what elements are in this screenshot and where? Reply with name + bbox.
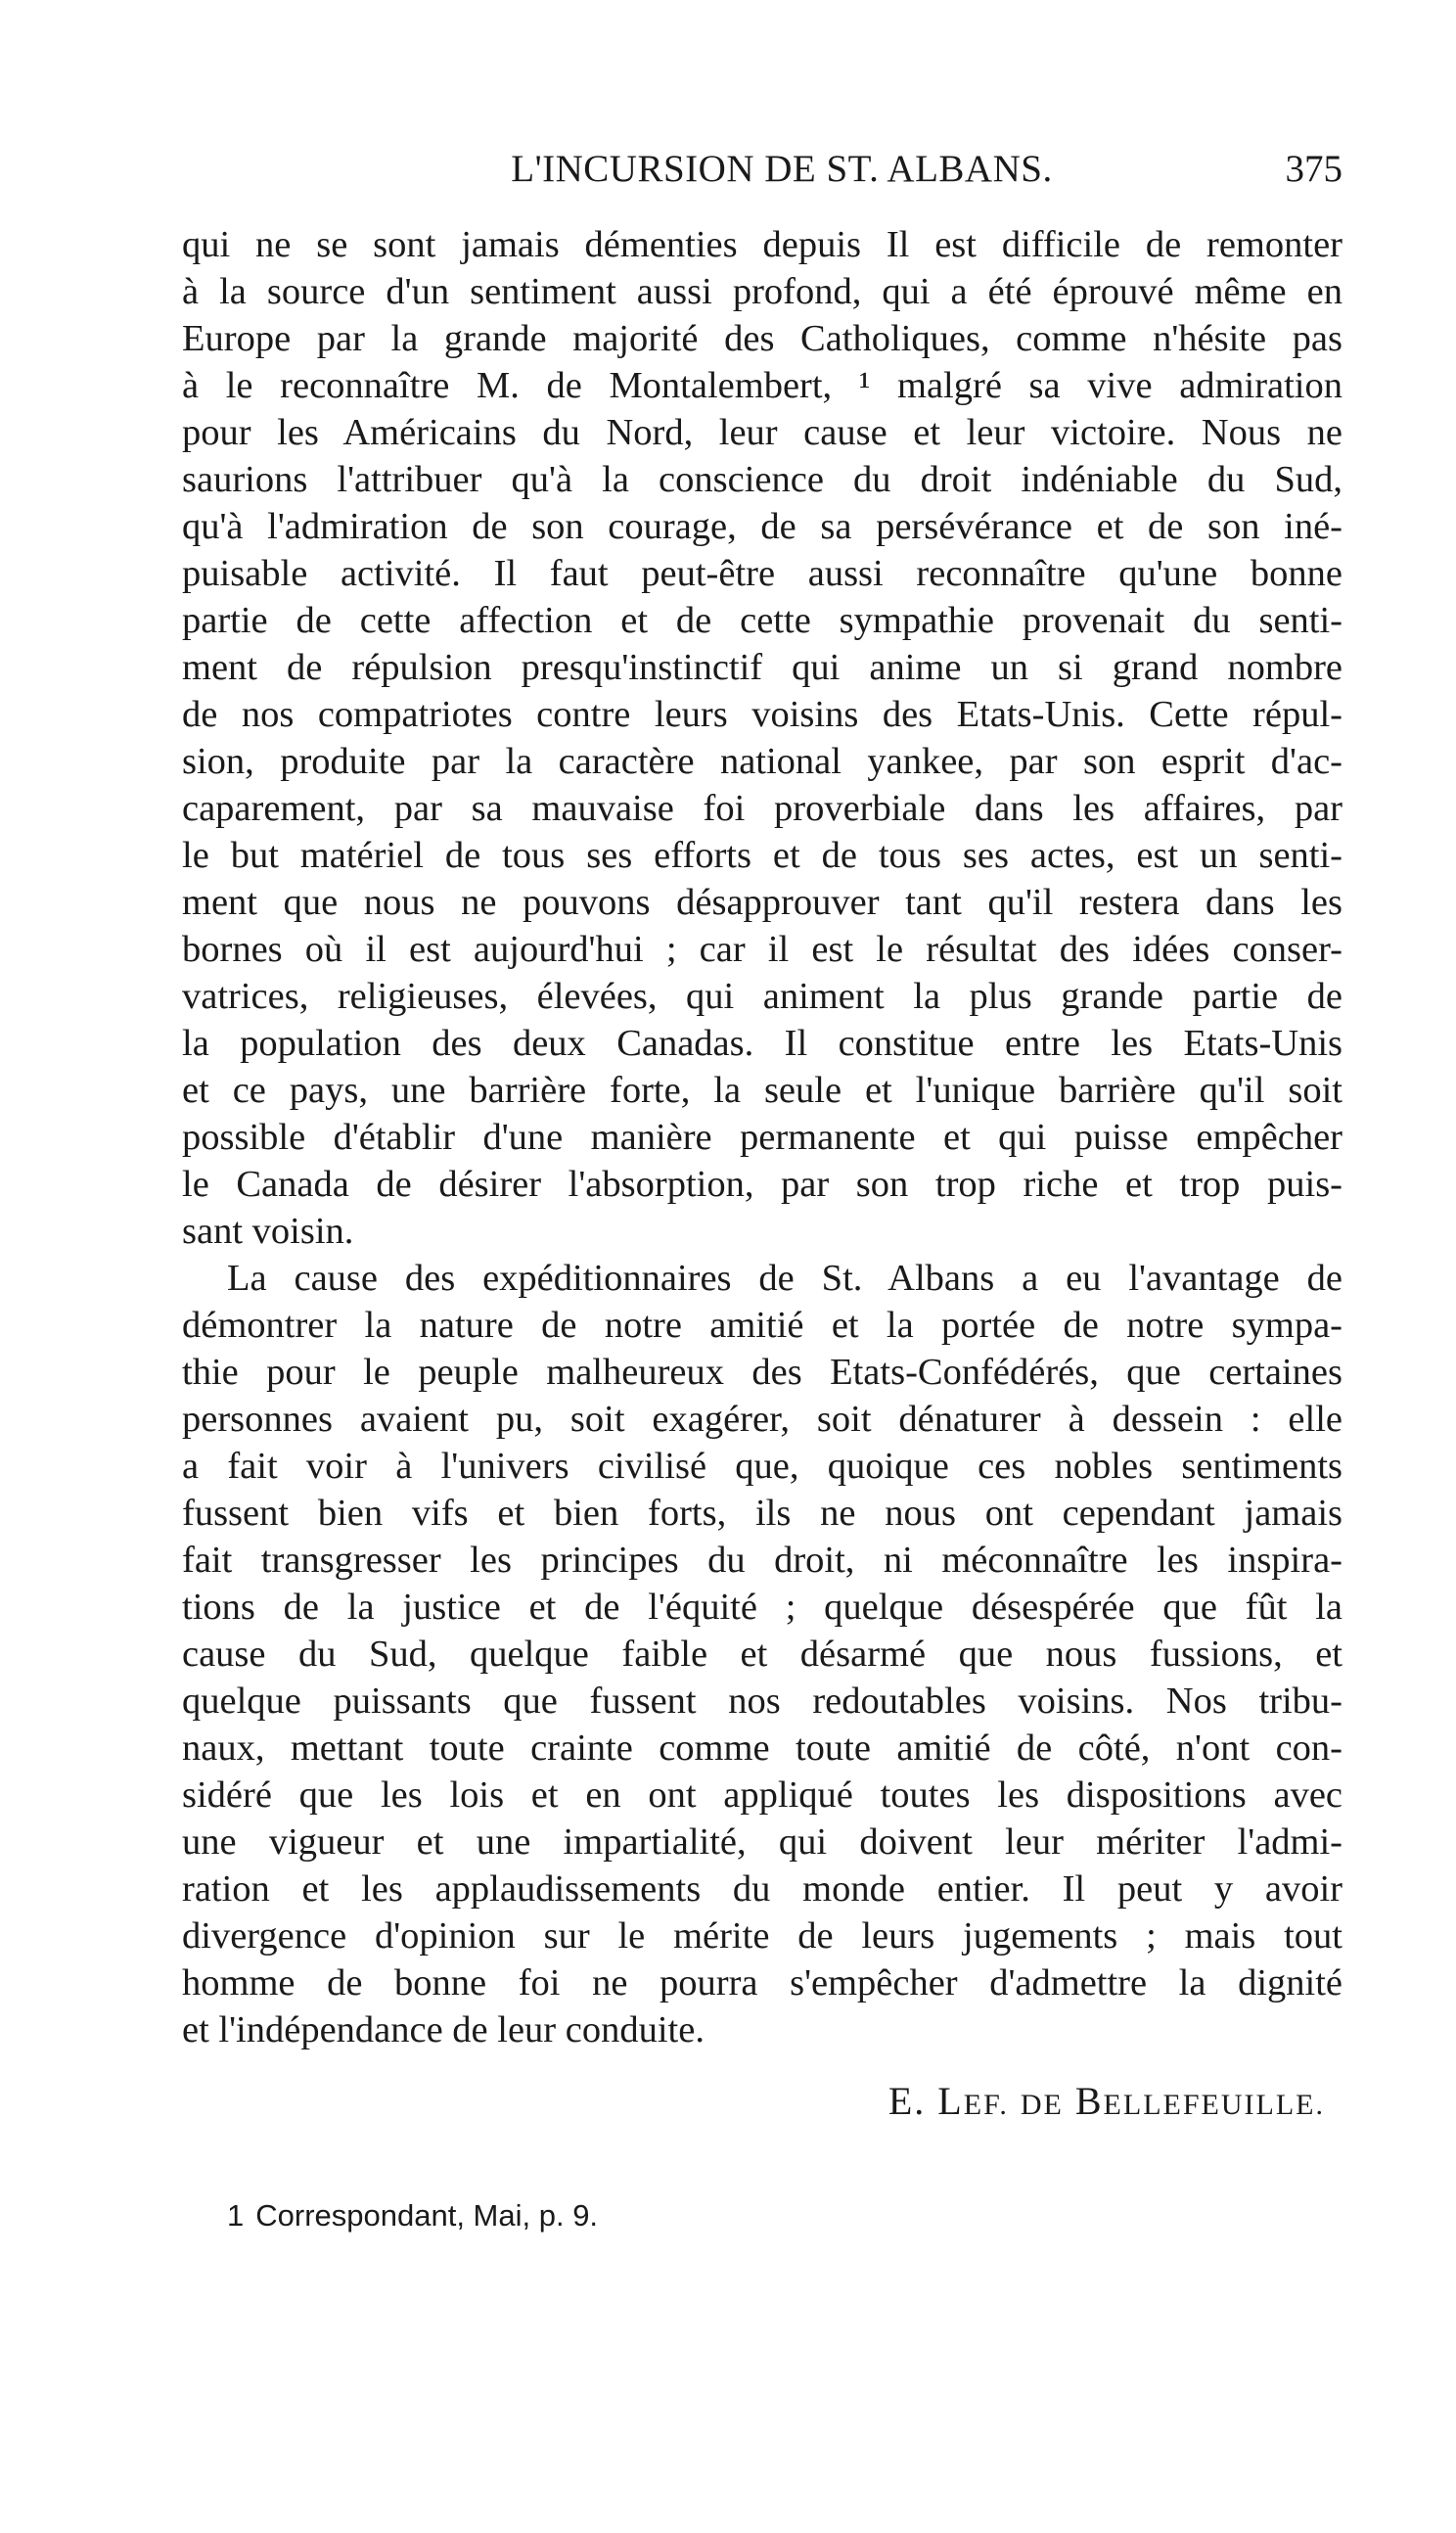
text-line: le Canada de désirer l'absorption, par son trop riche et trop puis- [182,1164,1342,1205]
text-line: homme de bonne foi ne pourra s'empêcher d'admettre la dignité [182,1962,1342,2003]
text-line: et ce pays, une barrière forte, la seule et l'unique barrière qu'il soit [182,1070,1342,1111]
text-line: quelque puissants que fussent nos redoutables voisins. Nos tribu- [182,1681,1342,1722]
text-line: ment que nous ne pouvons désapprouver tant qu'il restera dans les [182,882,1342,923]
signature-ef: EF. [963,2089,1009,2121]
text-line: thie pour le peuple malheureux des Etats-Confédérés, que certaines [182,1352,1342,1393]
text-line: caparement, par sa mauvaise foi proverbiale dans les affaires, par [182,788,1342,829]
text-line: qu'à l'admiration de son courage, de sa persévérance et de son iné- [182,506,1342,547]
text-line: La cause des expéditionnaires de St. Albans a eu l'avantage de [227,1258,1342,1299]
text-line: cause du Sud, quelque faible et désarmé que nous fussions, et [182,1634,1342,1675]
signature-initial: E. L [887,2079,964,2123]
text-line: de nos compatriotes contre leurs voisins des Etats-Unis. Cette répul- [182,694,1342,735]
page-number: 375 [1285,148,1342,190]
body-text [182,221,1342,2053]
text-line: ment de répulsion presqu'instinctif qui anime un si grand nombre [182,647,1342,688]
text-line: sant voisin. [182,1211,354,1252]
text-line: sidéré que les lois et en ont appliqué toutes les dispositions avec [182,1774,1342,1816]
signature-b: B [1074,2079,1104,2123]
text-line: et l'indépendance de leur conduite. [182,2009,705,2050]
text-line: divergence d'opinion sur le mérite de leurs jugements ; mais tout [182,1915,1342,1957]
text-line: fait transgresser les principes du droit, ni méconnaître les inspira- [182,1540,1342,1581]
text-line: la population des deux Canadas. Il constitue entre les Etats-Unis [182,1023,1342,1064]
signature-de: DE [1020,2089,1064,2121]
text-line: vatrices, religieuses, élevées, qui animent la plus grande partie de [182,976,1342,1017]
text-line: Europe par la grande majorité des Catholiques, comme n'hésite pas [182,318,1342,359]
text-line: possible d'établir d'une manière permanente et qui puisse empêcher [182,1117,1342,1158]
text-line: tions de la justice et de l'équité ; quelque désespérée que fût la [182,1587,1342,1628]
text-line: a fait voir à l'univers civilisé que, quoique ces nobles sentiments [182,1446,1342,1487]
text-line: sion, produite par la caractère national yankee, par son esprit d'ac- [182,741,1342,782]
author-signature [888,2078,1325,2124]
text-line: bornes où il est aujourd'hui ; car il est le résultat des idées conser- [182,929,1342,970]
text-line: saurions l'attribuer qu'à la conscience du droit indéniable du Sud, [182,459,1342,500]
signature-surname: ELLEFEUILLE. [1103,2089,1325,2121]
text-line: partie de cette affection et de cette sympathie provenait du senti- [182,600,1342,641]
footnote-number: 1 [227,2198,245,2233]
text-line: le but matériel de tous ses efforts et de tous ses actes, est un senti- [182,835,1342,876]
text-line: personnes avaient pu, soit exagérer, soit dénaturer à dessein : elle [182,1399,1342,1440]
text-line: une vigueur et une impartialité, qui doivent leur mériter l'admi- [182,1821,1342,1863]
text-line: qui ne se sont jamais démenties depuis Il est difficile de remonter [182,224,1342,265]
running-title: L'INCURSION DE ST. ALBANS. [511,148,1053,190]
footnote-text: Correspondant, Mai, p. 9. [255,2198,599,2233]
footnote [227,2198,598,2234]
paragraph-2 [182,1255,1342,2053]
running-head [182,147,1342,206]
text-line: fussent bien vifs et bien forts, ils ne nous ont cependant jamais [182,1493,1342,1534]
text-line: à le reconnaître M. de Montalembert, ¹ malgré sa vive admiration [182,365,1342,406]
text-line: démontrer la nature de notre amitié et la portée de notre sympa- [182,1305,1342,1346]
paragraph-1 [182,221,1342,1255]
text-line: naux, mettant toute crainte comme toute amitié de côté, n'ont con- [182,1727,1342,1769]
text-line: pour les Américains du Nord, leur cause et leur victoire. Nous ne [182,412,1342,453]
text-line: ration et les applaudissements du monde entier. Il peut y avoir [182,1868,1342,1910]
text-line: puisable activité. Il faut peut-être aussi reconnaître qu'une bonne [182,553,1342,594]
text-line: à la source d'un sentiment aussi profond, qui a été éprouvé même en [182,271,1342,312]
